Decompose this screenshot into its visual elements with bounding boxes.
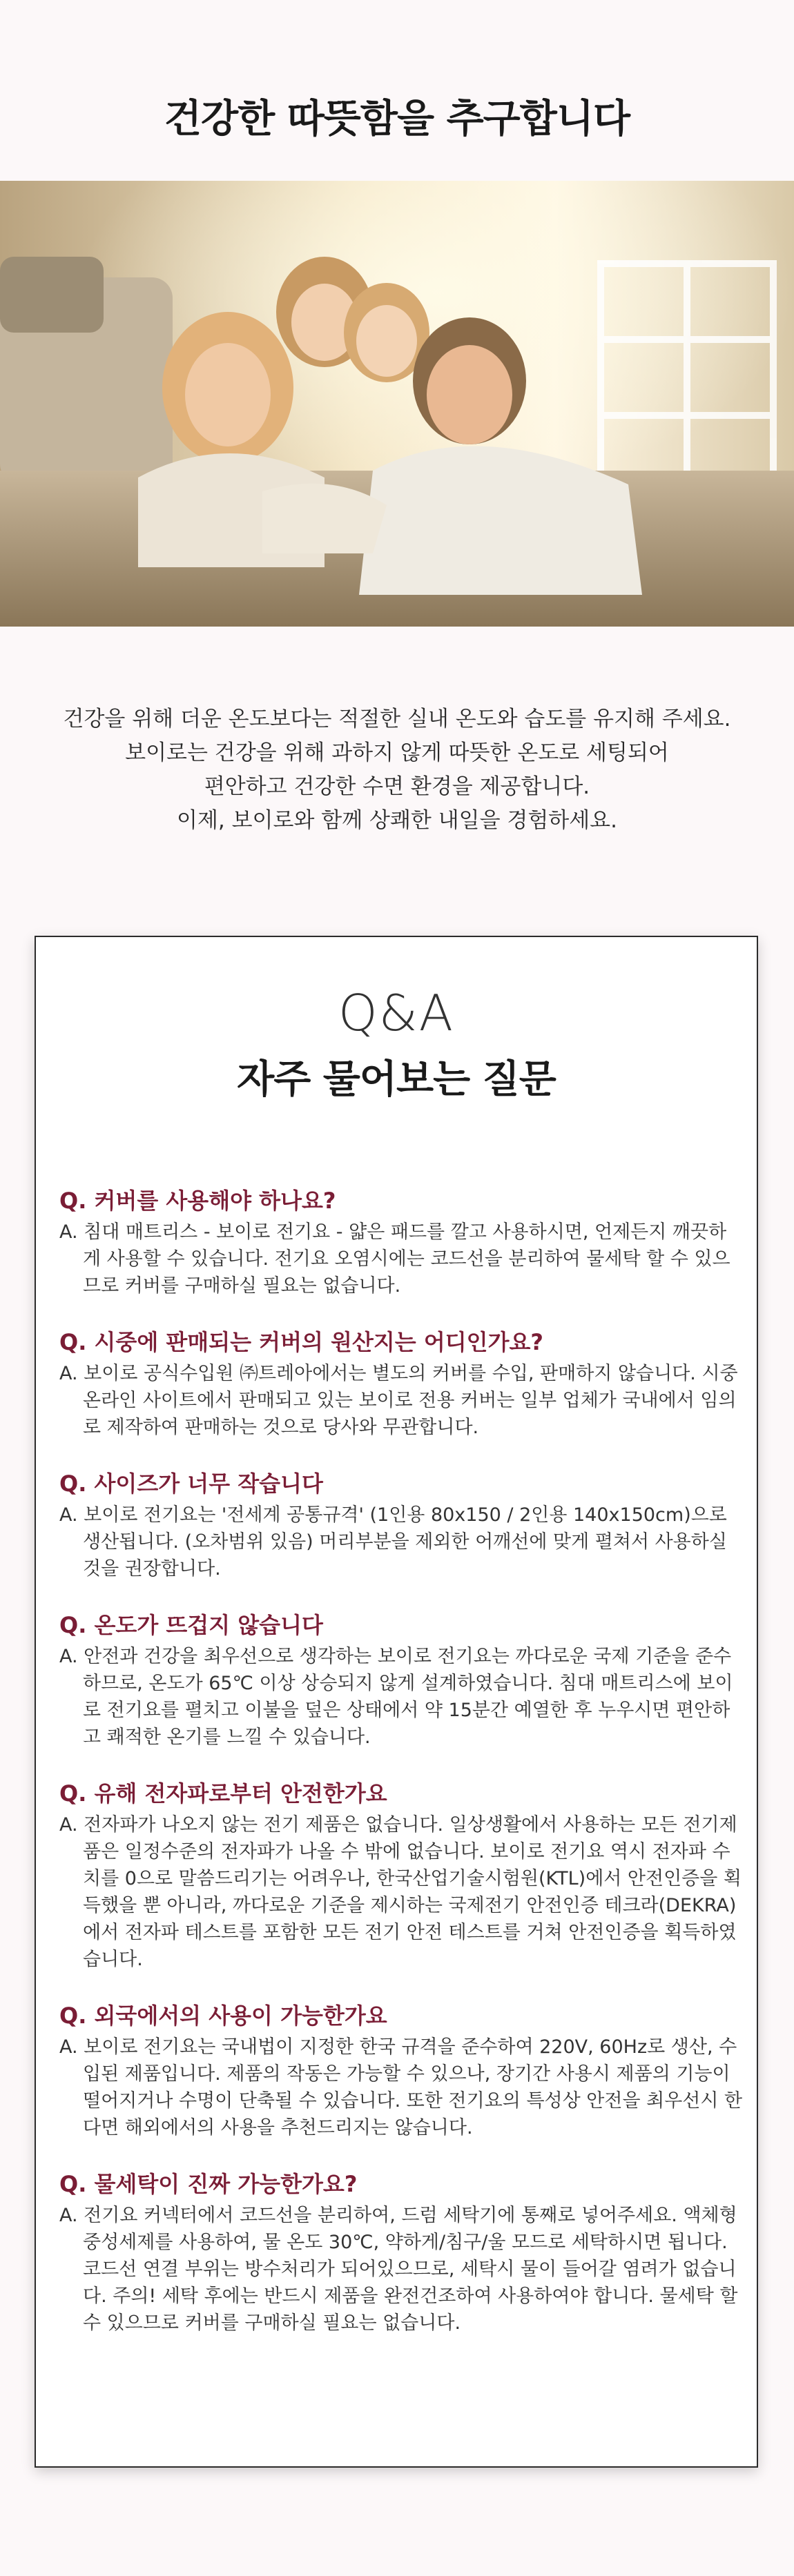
faq-answer: A. 안전과 건강을 최우선으로 생각하는 보이로 전기요는 까다로운 국제 기준을 준수하므로, 온도가 65℃ 이상 상승되지 않게 설계하였습니다. 침대 매트리스에 보이로 전기요를 펼치고 이불을 덮은 상태에서 약 15분간 예열한 후 누우시면 편안하고 쾌적한 온기를 느낄 수 있습니다. bbox=[59, 1646, 733, 1748]
faq-item bbox=[59, 1468, 743, 1582]
faq-answer: A. 전기요 커넥터에서 코드선을 분리하여, 드럼 세탁기에 통째로 넣어주세요. 액체형 중성세제를 사용하여, 물 온도 30℃, 약하게/침구/울 모드로 세탁하시면 됩니다. 코드선 연결 부위는 방수처리가 되어있으므로, 세탁시 물이 들어갈 염려가 없습니다. 주의! 세탁 후에는 반드시 제품을 완전건조하여 사용하여야 합니다. 물세탁 할 수 있으므로 커버를 구매하실 필요는 없습니다. bbox=[59, 2205, 738, 2334]
faq-list bbox=[59, 1186, 743, 2364]
faq-item bbox=[59, 2169, 743, 2337]
faq-question: Q. 온도가 뜨겁지 않습니다 bbox=[59, 1612, 323, 1638]
faq-question: Q. 시중에 판매되는 커버의 원산지는 어디인가요? bbox=[59, 1329, 543, 1355]
intro-line: 이제, 보이로와 함께 상쾌한 내일을 경험하세요. bbox=[177, 808, 617, 833]
hero-family-photo bbox=[0, 181, 794, 627]
faq-card bbox=[35, 936, 758, 2468]
faq-title: Q&A bbox=[338, 984, 455, 1042]
faq-question: Q. 유해 전자파로부터 안전한가요 bbox=[59, 1780, 387, 1807]
faq-answer: A. 침대 매트리스 - 보이로 전기요 - 얇은 패드를 깔고 사용하시면, 언제든지 깨끗하게 사용할 수 있습니다. 전기요 오염시에는 코드선을 분리하여 물세탁 할 수 있으므로 커버를 구매하실 필요는 없습니다. bbox=[59, 1221, 730, 1297]
faq-item bbox=[59, 1778, 743, 1973]
faq-item bbox=[59, 1186, 743, 1299]
faq-answer: A. 보이로 공식수입원 ㈜트레아에서는 별도의 커버를 수입, 판매하지 않습니다. 시중 온라인 사이트에서 판매되고 있는 보이로 전용 커버는 일부 업체가 국내에서 임의로 제작하여 판매하는 것으로 당사와 무관합니다. bbox=[59, 1363, 738, 1438]
faq-question: Q. 외국에서의 사용이 가능한가요 bbox=[59, 2003, 387, 2029]
faq-item bbox=[59, 1327, 743, 1441]
faq-subtitle: 자주 물어보는 질문 bbox=[237, 1057, 556, 1102]
intro-line: 건강을 위해 더운 온도보다는 적절한 실내 온도와 습도를 유지해 주세요. bbox=[63, 707, 731, 731]
intro-line: 보이로는 건강을 위해 과하지 않게 따뜻한 온도로 세팅되어 bbox=[125, 740, 669, 765]
faq-item bbox=[59, 2000, 743, 2141]
faq-answer: A. 보이로 전기요는 국내법이 지정한 한국 규격을 준수하여 220V, 60Hz로 생산, 수입된 제품입니다. 제품의 작동은 가능할 수 있으나, 장기간 사용시 제품의 기능이 떨어지거나 수명이 단축될 수 있습니다. 또한 전기요의 특성상 안전을 최우선시 한다면 해외에서의 사용을 추천드리지는 않습니다. bbox=[59, 2036, 743, 2139]
faq-question: Q. 커버를 사용해야 하나요? bbox=[59, 1188, 336, 1214]
faq-item bbox=[59, 1610, 743, 1751]
faq-answer: A. 전자파가 나오지 않는 전기 제품은 없습니다. 일상생활에서 사용하는 모든 전기제품은 일정수준의 전자파가 나올 수 밖에 없습니다. 보이로 전기요 역시 전자파 수치를 0으로 말씀드리기는 어려우나, 한국산업기술시험원(KTL)에서 안전인증을 획득했을 뿐 아니라, 까다로운 기준을 제시하는 국제전기 안전인증 테크라(DEKRA)에서 전자파 테스트를 포함한 모든 전기 안전 테스트를 거쳐 안전인증을 획득하였습니다. bbox=[59, 1814, 742, 1970]
faq-question: Q. 물세탁이 진짜 가능한가요? bbox=[59, 2171, 358, 2197]
intro-text bbox=[0, 702, 794, 838]
page-headline: 건강한 따뜻함을 추구합니다 bbox=[164, 97, 630, 141]
faq-question: Q. 사이즈가 너무 작습니다 bbox=[59, 1471, 323, 1497]
faq-answer: A. 보이로 전기요는 '전세계 공통규격' (1인용 80x150 / 2인용 140x150cm)으로 생산됩니다. (오차범위 있음) 머리부분을 제외한 어깨선에 맞게 펼쳐서 사용하실것을 권장합니다. bbox=[59, 1504, 727, 1580]
intro-line: 편안하고 건강한 수면 환경을 제공합니다. bbox=[204, 774, 590, 799]
